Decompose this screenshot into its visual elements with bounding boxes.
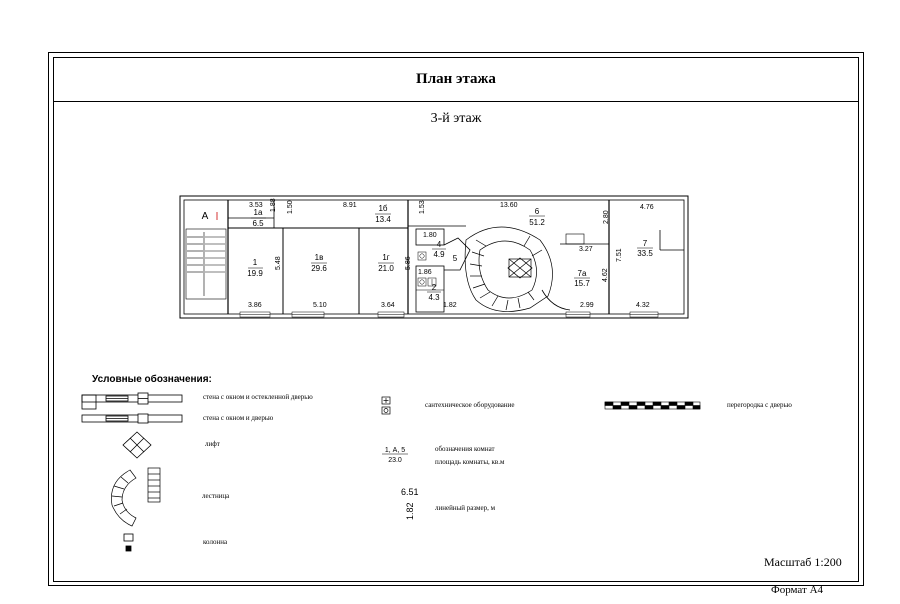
legend-column-text: колонна	[203, 538, 228, 546]
room-1a-area: 6.5	[252, 219, 264, 228]
dim-bot-1: 3.86	[248, 302, 262, 309]
dim-room2-1: 1.86	[418, 269, 432, 276]
dim-v-3: 1.53	[419, 200, 426, 214]
room-6-area: 51.2	[529, 218, 545, 227]
legend-wall-door-text: стена с окном и дверью	[203, 414, 274, 422]
legend-linear-dim-text: линейный размер, м	[435, 504, 496, 512]
room-5-id: 5	[452, 254, 458, 263]
column-icon	[124, 534, 133, 551]
room-4-id: 4	[436, 240, 442, 249]
room-labels	[202, 204, 654, 302]
room-2-id: 2	[431, 283, 437, 292]
legend-room-area-text: площадь комнаты, кв.м	[435, 458, 505, 466]
legend-sanitary-text: сантехническое оборудование	[425, 401, 515, 409]
dim-bot-3: 3.64	[381, 302, 395, 309]
sanitary-icon	[382, 397, 390, 414]
dim-top-2: 8.91	[343, 202, 357, 209]
room-7a-area: 15.7	[574, 279, 590, 288]
dim-v-8: 4.62	[602, 268, 609, 282]
windows-bottom	[240, 312, 658, 317]
dim-bot-5: 2.99	[580, 302, 594, 309]
stairs-icon	[111, 468, 160, 526]
legend-heading: Условные обозначения:	[92, 374, 212, 385]
dim-v-5: 5.48	[275, 256, 282, 270]
stair-block-label: А	[201, 211, 209, 222]
legend-room-marking-text: обозначения комнат	[435, 445, 495, 453]
legend-partition-text: перегородка с дверью	[727, 401, 792, 409]
room-1a-id: 1а	[253, 208, 263, 217]
scale-label: Масштаб 1:200	[764, 555, 842, 569]
dim-room7a-1: 3.27	[579, 246, 593, 253]
room-4-area: 4.9	[433, 250, 445, 259]
dim-room4-1: 1.80	[423, 232, 437, 239]
dim-v-2: 1.50	[287, 200, 294, 214]
legend-stairs-text: лестница	[202, 492, 230, 500]
dim-top-4: 4.76	[640, 204, 654, 211]
room-6-id: 6	[534, 207, 540, 216]
dim-top-1: 3.53	[249, 202, 263, 209]
legend-wall-glazed-text: стена с окном и остекленной дверью	[203, 393, 313, 401]
dim-bot-4: 1.82	[443, 302, 457, 309]
sample-room-id: 1, А, 5	[384, 447, 406, 454]
sample-room-area: 23.0	[388, 457, 402, 464]
dimensions	[248, 198, 654, 309]
room-7-area: 33.5	[637, 249, 653, 258]
room-2-area: 4.3	[428, 293, 440, 302]
room-1-area: 19.9	[247, 269, 263, 278]
dim-bot-2: 5.10	[313, 302, 327, 309]
dim-v-4: 2.80	[603, 210, 610, 224]
room-7a-id: 7а	[577, 269, 587, 278]
linear-dim-sample	[401, 487, 419, 520]
room-1g-id: 1г	[382, 253, 390, 262]
lift-icon	[123, 432, 151, 458]
sample-dim-h: 6.51	[401, 487, 419, 497]
room-1-id: 1	[252, 258, 258, 267]
format-label: Формат А4	[771, 584, 824, 596]
room-1v-id: 1в	[314, 253, 324, 262]
room-7-id: 7	[642, 239, 648, 248]
stair-block-a	[186, 229, 226, 299]
room-1g-area: 21.0	[378, 264, 394, 273]
page-title: План этажа	[416, 71, 496, 87]
legend-wall-glazed-icon	[82, 393, 182, 409]
room-1v-area: 29.6	[311, 264, 327, 273]
dim-v-7: 7.51	[616, 248, 623, 262]
sample-dim-v: 1.82	[405, 502, 415, 520]
room-marking-sample	[382, 447, 408, 464]
curved-staircase	[465, 227, 570, 312]
legend-wall-door-icon	[82, 414, 182, 423]
dim-top-3: 13.60	[500, 202, 518, 209]
room-1b-area: 13.4	[375, 215, 391, 224]
dim-v-1: 1.88	[270, 198, 277, 212]
floor-label: 3-й этаж	[430, 111, 482, 126]
partition-door-icon	[605, 402, 700, 409]
dim-bot-6: 4.32	[636, 302, 650, 309]
dim-v-6: 5.86	[405, 256, 412, 270]
legend-lift-text: лифт	[205, 440, 220, 448]
room-1b-id: 1б	[378, 204, 388, 213]
